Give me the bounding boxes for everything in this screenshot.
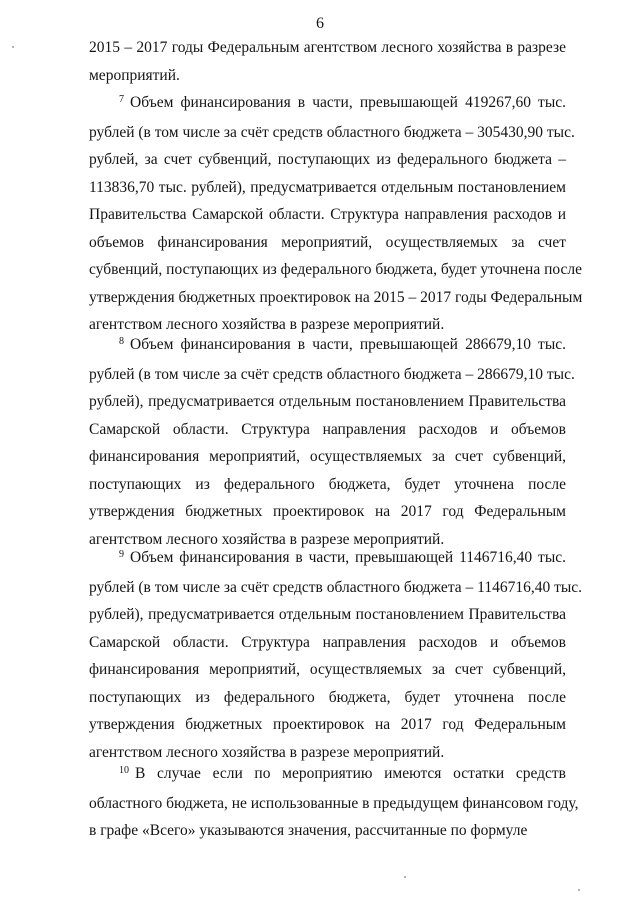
text-line: рублей), предусматривается отдельным постановлением Правительства: [89, 393, 566, 410]
footnote-marker: 7: [119, 94, 124, 105]
footnote-marker: 9: [119, 549, 124, 560]
footnote-marker: 8: [119, 336, 124, 347]
text-line: Самарской области. Структура направления расходов и объемов: [89, 420, 566, 438]
text-line: мероприятий.: [89, 66, 180, 84]
text-line: областного бюджета, не использованные в предыдущем финансовом году,: [89, 794, 579, 812]
text-line: рублей), предусматривается отдельным постановлением Правительства: [89, 606, 566, 623]
footnote-9: [89, 544, 583, 766]
text-line: утверждения бюджетных проектировок на 2017 год Федеральным: [89, 503, 566, 520]
text-line: объемов финансирования мероприятий, осуществляемых за счет: [89, 233, 566, 251]
text-line: в графе «Всего» указываются значения, рассчитанные по формуле: [89, 822, 528, 839]
text-line: поступающих из федерального бюджета, будет уточнена после: [89, 688, 566, 706]
scan-speck: [578, 889, 580, 891]
scan-speck: [12, 46, 14, 48]
scan-speck: [404, 876, 406, 878]
page-number: 6: [316, 15, 324, 32]
text-line: агентством лесного хозяйства в разрезе мероприятий.: [89, 316, 445, 333]
footnote-marker: 10: [119, 765, 129, 776]
footnote-7: [89, 89, 583, 339]
text-line: утверждения бюджетных проектировок на 2017 год Федеральным: [89, 716, 566, 733]
text-line: рублей (в том числе за счёт средств областного бюджета – 305430,90 тыс.: [89, 123, 575, 141]
text-line: поступающих из федерального бюджета, будет уточнена после: [89, 475, 566, 493]
text-line: рублей (в том числе за счёт средств областного бюджета – 286679,10 тыс.: [89, 365, 575, 383]
text-line: рублей (в том числе за счёт средств областного бюджета – 1146716,40 тыс.: [89, 578, 583, 596]
text-line: Объем финансирования в части, превышающей 1146716,40 тыс.: [130, 549, 566, 566]
text-line: 113836,70 тыс. рублей), предусматривается отдельным постановлением: [89, 178, 566, 196]
text-line: субвенций, поступающих из федерального бюджета, будет уточнена после: [89, 261, 583, 278]
text-line: рублей, за счет субвенций, поступающих из федерального бюджета –: [89, 151, 566, 168]
text-line: агентством лесного хозяйства в разрезе мероприятий.: [89, 530, 445, 548]
text-line: Объем финансирования в части, превышающей 286679,10 тыс.: [130, 336, 566, 353]
text-line: финансирования мероприятий, осуществляемых за счет субвенций,: [89, 661, 566, 678]
text-line: Объем финансирования в части, превышающей 419267,60 тыс.: [130, 94, 566, 111]
text-line: 2015 – 2017 годы Федеральным агентством лесного хозяйства в разрезе: [89, 39, 566, 56]
text-line: финансирования мероприятий, осуществляемых за счет субвенций,: [89, 448, 566, 465]
footnote-8: [89, 331, 575, 553]
text-line: агентством лесного хозяйства в разрезе мероприятий.: [89, 743, 445, 761]
text-line: утверждения бюджетных проектировок на 2015 – 2017 годы Федеральным: [89, 288, 583, 306]
footnote-10: [89, 760, 579, 845]
text-line: Самарской области. Структура направления расходов и объемов: [89, 633, 566, 651]
text-line: В случае если по мероприятию имеются остатки средств: [135, 765, 566, 782]
carryover-paragraph: [89, 34, 566, 89]
text-line: Правительства Самарской области. Структура направления расходов и: [89, 206, 566, 223]
